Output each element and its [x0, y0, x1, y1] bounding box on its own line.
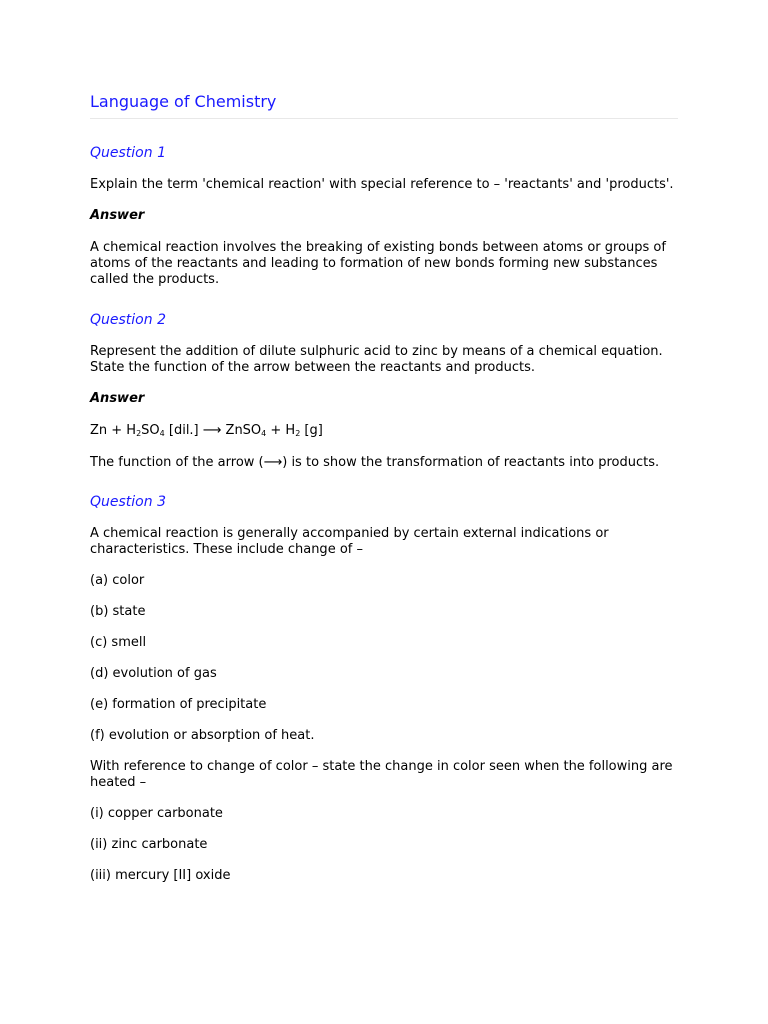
equation-subscript: 2: [295, 429, 301, 438]
question-3-heading: Question 3: [90, 494, 166, 510]
list-item: (c) smell: [90, 635, 147, 650]
list-item: (f) evolution or absorption of heat.: [90, 728, 315, 743]
question-3-intro: A chemical reaction is generally accompanied by certain external indications or characteristics. These include change of –: [90, 526, 609, 557]
list-item: (a) color: [90, 573, 145, 588]
equation-part: Zn + H: [90, 423, 137, 438]
question-1-heading: Question 1: [90, 145, 166, 161]
equation-subscript: 2: [136, 429, 142, 438]
list-item: (ii) zinc carbonate: [90, 837, 208, 852]
equation-part: [dil.] ⟶ ZnSO: [164, 423, 262, 438]
list-item: (iii) mercury [II] oxide: [90, 868, 231, 883]
equation-subscript: 4: [261, 429, 267, 438]
question-1-text: Explain the term 'chemical reaction' with special reference to – 'reactants' and 'products'.: [90, 177, 674, 192]
answer-2-text: The function of the arrow (⟶) is to show the transformation of reactants into products.: [90, 455, 660, 470]
equation-subscript: 4: [159, 429, 165, 438]
list-item: (i) copper carbonate: [90, 806, 223, 821]
question-2-heading: Question 2: [90, 312, 166, 328]
equation-part: + H: [266, 423, 296, 438]
question-2-text: Represent the addition of dilute sulphuric acid to zinc by means of a chemical equation. State the function of the arrow between the reactants and products.: [90, 344, 663, 375]
document-content: [90, 92, 678, 884]
answer-1-text: A chemical reaction involves the breaking of existing bonds between atoms or groups of atoms of the reactants and leading to formation of new bonds forming new substances called the products.: [90, 240, 666, 287]
answer-2-label: Answer: [90, 391, 145, 406]
equation-part: [g]: [300, 423, 323, 438]
equation-part: SO: [141, 423, 160, 438]
list-item: (b) state: [90, 604, 146, 619]
answer-2-equation: [90, 423, 678, 439]
question-3-prompt: With reference to change of color – state the change in color seen when the following are heated –: [90, 759, 673, 790]
list-item: (e) formation of precipitate: [90, 697, 267, 712]
answer-1-label: Answer: [90, 208, 145, 223]
page-title: Language of Chemistry: [90, 92, 678, 119]
list-item: (d) evolution of gas: [90, 666, 217, 681]
